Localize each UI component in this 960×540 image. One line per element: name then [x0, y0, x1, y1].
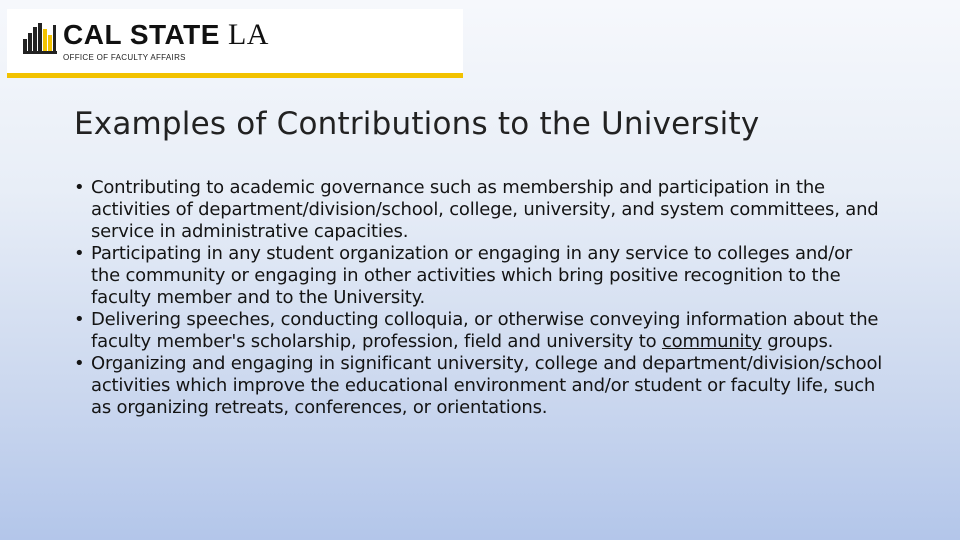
- logo-wordmark: CAL STATE LA: [63, 18, 269, 51]
- logo-subtitle: OFFICE OF FACULTY AFFAIRS: [63, 53, 186, 62]
- bullet-item-speeches: • Delivering speeches, conducting colloquia, or otherwise conveying information about the faculty member's scholarship, profession, field and university to community groups.: [74, 309, 884, 353]
- logo-wordmark-la: LA: [227, 18, 269, 51]
- logo-banner: [7, 9, 463, 78]
- bullet-item-governance: • Contributing to academic governance such as membership and participation in the activities of department/division/school, college, university, and system committees, and service in administrative capacities.: [74, 177, 884, 243]
- bullet-item-organizing: • Organizing and engaging in significant university, college and department/division/school activities which improve the educational environment and/or student or faculty life, such as organizing retreats, conferences, or orientations.: [74, 353, 884, 419]
- slide-title: Examples of Contributions to the University: [74, 106, 760, 142]
- cal-state-la-logo-icon: [23, 21, 59, 55]
- bullet-item-student-organization: • Participating in any student organization or engaging in any service to colleges and/or the community or engaging in other activities which bring positive recognition to the faculty member and to the University.: [74, 243, 884, 309]
- bullet-list: [74, 177, 884, 419]
- underlined-word: community: [661, 331, 762, 352]
